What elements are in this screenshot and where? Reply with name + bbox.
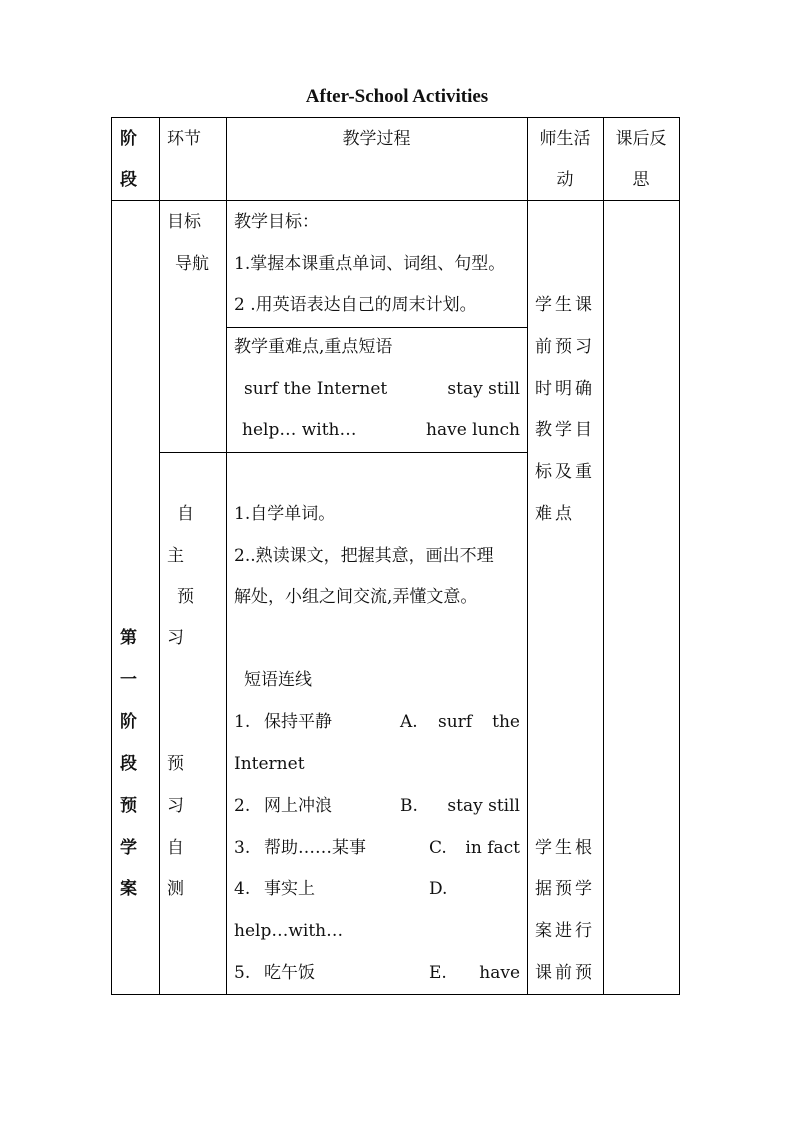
key-phrases-row bbox=[244, 369, 520, 411]
stage-label-char: 预 bbox=[120, 796, 137, 816]
match-english: in fact bbox=[465, 838, 520, 858]
match-english: surf bbox=[438, 712, 473, 732]
match-chinese: 网上冲浪 bbox=[264, 796, 332, 816]
activity-goals-line: 学生课 bbox=[535, 295, 595, 315]
match-number: 4. bbox=[234, 879, 251, 899]
section-goals-line1: 目标 bbox=[167, 212, 201, 232]
header-section: 环节 bbox=[167, 129, 201, 149]
preview-item: 2..熟读课文，把握其意，画出不理 bbox=[234, 546, 494, 566]
phrase: help… with… bbox=[242, 420, 357, 440]
header-activity-line2: 动 bbox=[556, 170, 574, 190]
header-reflection-line1: 课后反 bbox=[615, 129, 667, 149]
match-letter: B. bbox=[400, 796, 418, 816]
preview-item: 1.自学单词。 bbox=[234, 504, 336, 524]
section-selftest-char: 习 bbox=[167, 796, 184, 816]
activity-goals-line: 标及重 bbox=[535, 462, 595, 482]
match-number: 5. bbox=[234, 963, 251, 983]
section-goals-line2: 导航 bbox=[175, 254, 209, 274]
key-phrases-row bbox=[242, 410, 520, 452]
section-selftest-char: 测 bbox=[167, 879, 184, 899]
key-points-heading: 教学重难点,重点短语 bbox=[234, 337, 393, 357]
header-process: 教学过程 bbox=[342, 129, 411, 149]
match-number: 3. bbox=[234, 838, 251, 858]
stage-label-char: 案 bbox=[120, 879, 137, 899]
match-number: 2. bbox=[234, 796, 251, 816]
match-english: stay still bbox=[447, 796, 520, 816]
stage-label-char: 第 bbox=[120, 628, 137, 648]
match-letter: E. bbox=[429, 963, 447, 983]
match-english: the bbox=[492, 712, 520, 732]
phrase: have lunch bbox=[426, 420, 520, 440]
section-selftest-char: 预 bbox=[167, 754, 184, 774]
header-activity-line1: 师生活 bbox=[539, 129, 591, 149]
page-title: After-School Activities bbox=[305, 86, 489, 107]
section-selftest-char: 自 bbox=[167, 838, 184, 858]
matching-title: 短语连线 bbox=[244, 670, 312, 690]
activity-goals-line: 难点 bbox=[535, 504, 575, 524]
match-chinese: 吃午饭 bbox=[264, 963, 315, 983]
section-preview-char: 习 bbox=[167, 628, 184, 648]
match-letter: A. bbox=[400, 712, 418, 732]
goal-item: 2 .用英语表达自己的周末计划。 bbox=[234, 295, 477, 315]
phrase: stay still bbox=[447, 379, 520, 399]
match-continuation: Internet bbox=[234, 754, 305, 774]
activity-goals-line: 时明确 bbox=[535, 379, 595, 399]
match-chinese: 帮助……某事 bbox=[264, 838, 366, 858]
header-stage-line2: 段 bbox=[120, 170, 137, 190]
phrase: surf the Internet bbox=[244, 379, 388, 399]
match-chinese: 保持平静 bbox=[264, 712, 332, 732]
activity-goals-line: 教学目 bbox=[535, 420, 595, 440]
goals-heading: 教学目标： bbox=[234, 212, 319, 232]
match-english: have bbox=[479, 963, 520, 983]
stage-label-char: 一 bbox=[120, 670, 137, 690]
section-preview-char: 主 bbox=[167, 546, 184, 566]
header-stage-line1: 阶 bbox=[120, 129, 137, 149]
activity-preview-line: 据预学 bbox=[535, 879, 595, 899]
activity-preview-line: 学生根 bbox=[535, 838, 595, 858]
activity-preview-line: 课前预 bbox=[535, 963, 595, 983]
match-letter: C. bbox=[429, 838, 447, 858]
stage-label-char: 学 bbox=[120, 838, 137, 858]
stage-label-char: 阶 bbox=[120, 712, 137, 732]
activity-preview-line: 案进行 bbox=[535, 921, 595, 941]
activity-goals-line: 前预习 bbox=[535, 337, 595, 357]
preview-item: 解处，小组之间交流,弄懂文意。 bbox=[234, 587, 478, 607]
stage-label-char: 段 bbox=[120, 754, 137, 774]
section-preview-char: 自 bbox=[177, 504, 194, 524]
match-letter: D. bbox=[429, 879, 448, 899]
header-reflection-line2: 思 bbox=[632, 170, 650, 190]
match-chinese: 事实上 bbox=[264, 879, 315, 899]
match-number: 1. bbox=[234, 712, 251, 732]
goal-item: 1.掌握本课重点单词、词组、句型。 bbox=[234, 254, 506, 274]
match-continuation: help…with… bbox=[234, 921, 344, 941]
section-preview-char: 预 bbox=[177, 587, 194, 607]
